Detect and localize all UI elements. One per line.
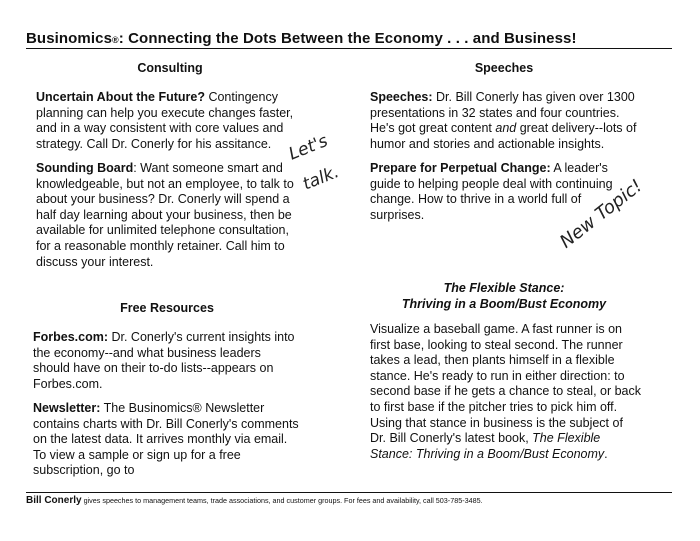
free-resources-heading: Free Resources [120,301,214,315]
book-heading-line-2: Thriving in a Boom/Bust Economy [401,297,607,311]
registered-mark: ® [112,35,119,45]
footer-text: gives speeches to management teams, trade associations, and customer groups. For fees and availability, call 503-785-3485. [81,496,483,505]
consulting-heading: Consulting [137,61,203,75]
speeches-p1-em: and [495,121,517,136]
consulting-p1-text: Contingency planning can help you execute changes faster, and in a way consistent with core values and strategy. Call Dr. Conerly for his assitance. [36,90,294,151]
handwritten-new-topic: New Topic! [556,175,647,253]
consulting-p2-title: Sounding Board [36,161,134,175]
free-resources-paragraph-1 [33,330,299,392]
handwritten-talk: talk. [300,162,342,195]
book-title-em: The Flexible Stance: Thriving in a Boom/Bust Economy [370,431,605,461]
speeches-p2-text: A leader's guide to helping people deal with continuing change. How to thrive in a world full of surprises. [370,161,613,222]
brand-name: Businomics [26,30,113,47]
tagline: : Connecting the Dots Between the Economy . . . and Business! [118,30,577,47]
newsletter-title: Newsletter: [33,401,101,415]
top-rule [26,48,672,49]
forbes-title: Forbes.com: [33,330,109,344]
consulting-p2-text: : Want someone smart and knowledgeable, but not an employee, to talk to about your business? Dr. Conerly will spend a half day learning about your business, then be available for unlimited telephone consultation, for a reasonable monthly retainer. Call him to discuss your interest. [36,161,294,269]
consulting-paragraph-1 [36,90,298,152]
free-resources-paragraph-2 [33,401,299,479]
book-heading-line-1: The Flexible Stance: [443,281,565,295]
speeches-heading: Speeches [474,61,534,75]
speeches-p2-title: Prepare for Perpetual Change: [370,161,551,175]
page-title [26,30,676,47]
book-text-b: . [604,446,608,461]
book-heading [370,280,638,312]
forbes-text: Dr. Conerly's current insights into the economy--and what business leaders should have on their to-do lists--appears on Forbes.com. [33,330,295,391]
footer-name: Bill Conerly [26,495,82,506]
consulting-p1-title: Uncertain About the Future? [36,90,205,104]
book-text-a: Visualize a baseball game. A fast runner is on first base, looking to steal second. The runner takes a lead, then plants himself in a flexible stance. He's ready to run in either direction: to second base if he gets a chance to steal, or back to first base if the pitcher tries to pick him off. Using that stance in business is the subject of Dr. Bill Conerly's latest book, [370,322,642,446]
speeches-p1-text-a: Dr. Bill Conerly has given over 1300 presentations in 32 states and four countries. He's got great content [370,90,635,136]
speeches-p1-text-b: great delivery--lots of humor and stories and actionable insights. [370,121,637,151]
bottom-rule [26,492,672,493]
handwritten-lets: Let's [286,130,331,165]
speeches-p1-title: Speeches: [370,90,433,104]
newsletter-text: The Businomics® Newsletter contains charts with Dr. Bill Conerly's comments on the latest data. It arrives monthly via email. To view a sample or sign up for a free subscription, go to [33,401,299,478]
consulting-paragraph-2 [36,161,298,270]
book-paragraph [370,322,642,462]
speeches-paragraph-1 [370,90,642,152]
footer [26,495,686,506]
